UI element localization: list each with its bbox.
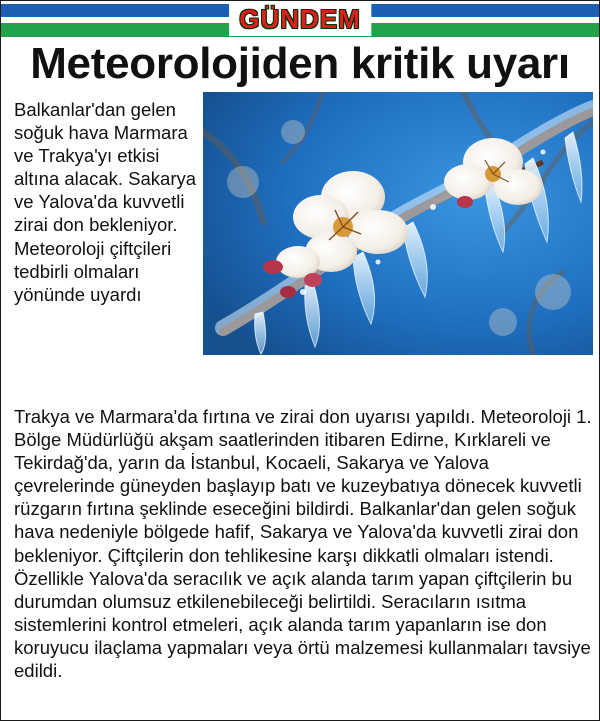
section-banner [1,1,599,39]
frozen-blossom-image [203,92,593,355]
article-body: Trakya ve Marmara'da fırtına ve zirai don uyarısı yapıldı. Meteoroloji 1. Bölge Müdürlüğü akşam saatlerinden itibaren Edirne, Kırklareli ve Tekirdağ'da, yarın da İstanbul, Kocaeli, Sakarya ve Yalova çevrelerinde güneyden başlayıp batı ve kuzeybatıya dönecek kuvvetli rüzgarın fırtına şeklinde eseceğini bildirdi. Balkanlar'dan gelen soğuk hava nedeniyle bölgede hafif, Sakarya ve Yalova'da kuvvetli zirai don bekleniyor. Çiftçilerin don tehlikesine karşı dikkatli olmaları istendi. Özellikle Yalova'da seracılık ve açık alanda tarım yapan çiftçilerin bu durumdan olumsuz etkilenebileceği belirtildi. Seracıların ısıtma sistemlerini kontrol etmeleri, açık alanda tarım yapanların ise don koruyucu ilaçlama yapmaları veya örtü malzemesi kullanmaları tavsiye edildi. [14,406,592,682]
article-photo [203,92,593,355]
article-summary: Balkanlar'dan gelen soğuk hava Marmara ve Trakya'yı etkisi altına alacak. Sakarya ve Yalova'da kuvvetli zirai don bekleniyor. Meteoroloji çiftçileri tedbirli olmaları yönünde uyardı [14,99,197,305]
section-tag: GÜNDEM [229,2,371,36]
article-headline: Meteorolojiden kritik uyarı [30,39,570,88]
